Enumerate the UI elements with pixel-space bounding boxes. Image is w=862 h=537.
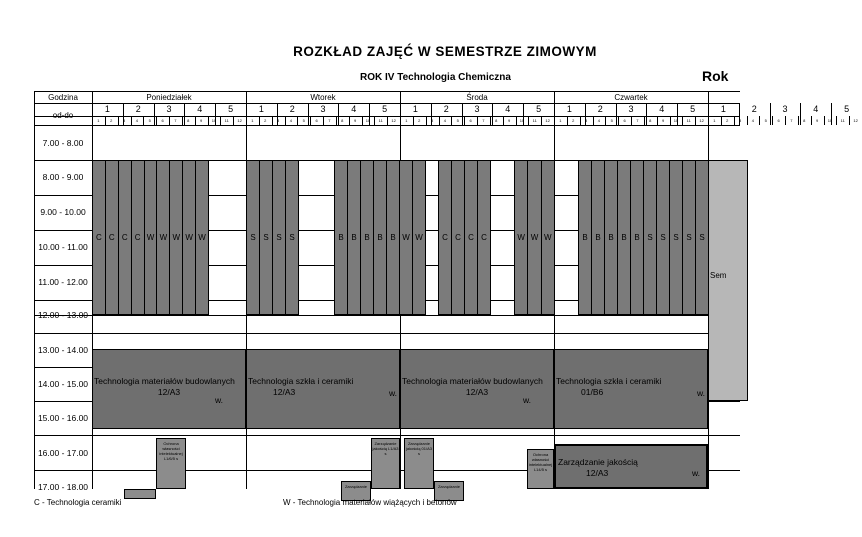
hour-number: 9 [661, 118, 665, 123]
group-strip-tue_b: B [386, 160, 400, 315]
block-number: 2 [289, 104, 295, 114]
hour-divider [670, 116, 671, 125]
block-number: 3 [782, 104, 788, 114]
hour-number: 1 [559, 118, 562, 123]
hour-divider [759, 116, 760, 125]
time-label: 7.00 - 8.00 [42, 138, 84, 148]
hour-number: 6 [315, 118, 318, 123]
group-strip-mon: C [118, 160, 132, 315]
lecture-thursday [554, 349, 708, 429]
hour-number: 6 [623, 118, 626, 123]
hour-number: 12 [545, 118, 550, 123]
group-strip-wed_a: C [464, 160, 478, 315]
block-number: 1 [566, 104, 572, 114]
group-strip-mon: W [156, 160, 170, 315]
hour-divider [785, 116, 786, 125]
hour-number: 9 [507, 118, 511, 123]
block-number: 1 [412, 104, 418, 114]
hour-number: 8 [649, 118, 652, 123]
group-strip-mon: C [131, 160, 145, 315]
range-header: od-do [52, 111, 74, 120]
time-label: 8.00 - 9.00 [42, 172, 84, 182]
group-strip-wed_a: C [477, 160, 491, 315]
quality-lecture [554, 444, 708, 489]
lecture-name: Technologia szkła i ceramiki [248, 376, 354, 386]
hour-divider [464, 116, 465, 125]
hour-divider [618, 116, 619, 125]
hour-number: 11 [840, 118, 845, 123]
legend-c: C - Technologia ceramiki [34, 498, 122, 507]
hour-number: 5 [148, 118, 151, 123]
hour-number: 10 [211, 118, 217, 123]
hour-number: 11 [224, 118, 229, 123]
hour-number: 1 [405, 118, 408, 123]
lecture-room: 12/A3 [273, 387, 296, 397]
block-number: 2 [135, 104, 141, 114]
group-strip-wed_b: W [514, 160, 528, 315]
block-number: 3 [166, 104, 172, 114]
hour-number: 3 [122, 118, 126, 123]
group-strip-mon: C [92, 160, 106, 315]
group-strip-tue_b: W [412, 160, 426, 315]
block-number: 2 [443, 104, 449, 114]
group-strip-mon: C [105, 160, 119, 315]
hour-number: 11 [378, 118, 383, 123]
small-block-ochrona2: Ochrona własności intelektualnej L14/5 s [527, 449, 554, 489]
hour-number: 5 [764, 118, 767, 123]
hour-number: 2 [726, 118, 729, 123]
block-number: 5 [536, 104, 542, 114]
hour-divider [297, 116, 298, 125]
hour-number: 4 [289, 118, 293, 123]
hour-divider [92, 116, 93, 125]
seminar-block [708, 160, 748, 401]
hour-divider [644, 116, 645, 125]
hour-divider [605, 116, 606, 125]
hour-number: 10 [519, 118, 525, 123]
hour-number: 12 [237, 118, 242, 123]
hour-divider [580, 116, 581, 125]
hour-divider [259, 116, 260, 125]
page-subtitle: ROK IV Technologia Chemiczna [360, 72, 511, 83]
hour-number: 5 [456, 118, 459, 123]
hour-number: 3 [584, 118, 588, 123]
hour-number: 2 [418, 118, 421, 123]
lecture-room: 12/A3 [157, 387, 181, 397]
time-label: 16.00 - 17.00 [37, 448, 89, 458]
small-block-zj4: Zarządzanie [434, 481, 464, 501]
group-strip-mon: W [144, 160, 158, 315]
hour-divider [220, 116, 221, 125]
hour-number: 9 [353, 118, 357, 123]
hour-divider [657, 116, 658, 125]
next-page-title: Rok [702, 68, 729, 84]
quality-room: 12/A3 [586, 468, 609, 478]
hour-number: 12 [699, 118, 704, 123]
block-number: 5 [382, 104, 388, 114]
hour-number: 7 [636, 118, 639, 123]
hour-divider [631, 116, 632, 125]
lecture-type: w. [214, 395, 223, 405]
hour-divider [285, 116, 286, 125]
hour-number: 8 [495, 118, 498, 123]
group-strip-tue_b: B [373, 160, 387, 315]
hour-divider [567, 116, 568, 125]
hour-number: 6 [161, 118, 164, 123]
block-number: 4 [813, 104, 819, 114]
group-strip-wed_a: C [451, 160, 465, 315]
group-strip-wed_a: C [438, 160, 452, 315]
small-block-zj3: Zarządzanie [341, 481, 371, 501]
block-number: 5 [690, 104, 696, 114]
hour-number: 10 [365, 118, 371, 123]
hour-number: 11 [686, 118, 691, 123]
hour-number: 11 [532, 118, 537, 123]
hour-number: 3 [430, 118, 434, 123]
group-strip-tue_a: S [272, 160, 286, 315]
hour-divider [747, 116, 748, 125]
block-number: 3 [628, 104, 634, 114]
group-strip-mon: W [195, 160, 209, 315]
group-strip-thu: S [656, 160, 670, 315]
hour-divider [208, 116, 209, 125]
time-label: 13.00 - 14.00 [37, 345, 89, 355]
hour-divider [323, 116, 324, 125]
group-strip-wed_b: W [541, 160, 555, 315]
lecture-wednesday [400, 349, 554, 429]
hour-number: 3 [738, 118, 742, 123]
hour-divider [824, 116, 825, 125]
hour-divider [708, 116, 709, 125]
small-block-filler [124, 489, 156, 499]
hour-number: 5 [302, 118, 305, 123]
lecture-tuesday [246, 349, 400, 429]
lecture-name: Technologia materiałów budowlanych [94, 376, 235, 386]
hour-number: 4 [135, 118, 139, 123]
hour-number: 7 [790, 118, 793, 123]
hour-divider [349, 116, 350, 125]
legend-w: W - Technologia materiałów wiążących i betonów [283, 498, 457, 507]
small-block-zj2: Zarządzanie jakością 01/A3 s [404, 438, 434, 489]
block-number: 4 [505, 104, 511, 114]
group-strip-tue_b: B [347, 160, 361, 315]
hour-number: 8 [341, 118, 344, 123]
hour-number: 10 [827, 118, 833, 123]
lecture-name: Technologia szkła i ceramiki [556, 376, 662, 386]
page-title: ROZKŁAD ZAJĘĆ W SEMESTRZE ZIMOWYM [293, 44, 597, 59]
hour-number: 12 [391, 118, 396, 123]
time-label: 9.00 - 10.00 [40, 207, 86, 217]
block-number: 1 [258, 104, 264, 114]
lecture-monday [92, 349, 246, 429]
hour-divider [156, 116, 157, 125]
lecture-type: w. [388, 388, 397, 398]
hour-divider [413, 116, 414, 125]
hour-number: 9 [815, 118, 819, 123]
group-strip-thu: S [695, 160, 709, 315]
lecture-room: 12/A3 [465, 387, 489, 397]
hour-divider [811, 116, 812, 125]
hour-number: 12 [853, 118, 858, 123]
hour-divider [131, 116, 132, 125]
lecture-name: Technologia materiałów budowlanych [402, 376, 543, 386]
group-strip-thu: B [591, 160, 605, 315]
group-strip-thu: B [617, 160, 631, 315]
hour-divider [182, 116, 183, 125]
hour-divider [477, 116, 478, 125]
schedule-grid [34, 91, 858, 492]
hour-divider [336, 116, 337, 125]
hour-divider [233, 116, 234, 125]
hour-divider [554, 116, 555, 125]
hour-divider [593, 116, 594, 125]
hour-divider [246, 116, 247, 125]
hour-divider [490, 116, 491, 125]
group-strip-tue_a: S [285, 160, 299, 315]
hour-number: 2 [264, 118, 267, 123]
group-strip-thu: B [630, 160, 644, 315]
hour-divider [772, 116, 773, 125]
hour-divider [195, 116, 196, 125]
hour-number: 7 [328, 118, 331, 123]
block-number: 3 [320, 104, 326, 114]
group-strip-thu: B [578, 160, 592, 315]
hour-number: 8 [803, 118, 806, 123]
hour-number: 7 [174, 118, 177, 123]
hour-number: 10 [673, 118, 679, 123]
hour-divider [516, 116, 517, 125]
block-number: 4 [351, 104, 357, 114]
hour-divider [272, 116, 273, 125]
hour-divider [143, 116, 144, 125]
block-number: 5 [228, 104, 234, 114]
hour-divider [374, 116, 375, 125]
hour-divider [503, 116, 504, 125]
lecture-type: w. [696, 388, 705, 398]
hour-number: 2 [110, 118, 113, 123]
group-strip-thu: S [669, 160, 683, 315]
lecture-type: w. [522, 395, 531, 405]
hour-number: 2 [572, 118, 575, 123]
hour-divider [682, 116, 683, 125]
hour-number: 1 [251, 118, 254, 123]
hour-divider [695, 116, 696, 125]
block-number: 2 [597, 104, 603, 114]
group-strip-thu: S [643, 160, 657, 315]
block-number: 5 [844, 104, 850, 114]
group-strip-tue_b: B [334, 160, 348, 315]
hour-divider [105, 116, 106, 125]
hour-divider [387, 116, 388, 125]
hour-number: 4 [751, 118, 755, 123]
lecture-room: 01/B6 [581, 387, 604, 397]
hour-number: 1 [97, 118, 100, 123]
group-strip-thu: S [682, 160, 696, 315]
time-label: 11.00 - 12.00 [38, 277, 88, 287]
hour-divider [362, 116, 363, 125]
time-label: 14.00 - 15.00 [37, 379, 89, 389]
time-label: 17.00 - 18.00 [37, 482, 89, 492]
hour-divider [541, 116, 542, 125]
hour-number: 7 [482, 118, 485, 123]
hour-number: 3 [276, 118, 280, 123]
group-strip-mon: W [182, 160, 196, 315]
hour-divider [836, 116, 837, 125]
small-block-ochrona: Ochrona własności intelektualnej L1/6/5 s [156, 438, 186, 489]
block-number: 1 [104, 104, 110, 114]
block-number: 4 [659, 104, 665, 114]
hour-divider [400, 116, 401, 125]
hour-divider [721, 116, 722, 125]
group-strip-mon: W [169, 160, 183, 315]
hour-divider [439, 116, 440, 125]
time-label: 15.00 - 16.00 [37, 413, 89, 423]
hour-divider [426, 116, 427, 125]
hour-divider [528, 116, 529, 125]
day-thursday: Czwartek [614, 93, 648, 102]
day-monday: Poniedziałek [146, 93, 192, 102]
hour-divider [734, 116, 735, 125]
group-strip-tue_a: S [259, 160, 273, 315]
time-label: 12.00 - 13.00 [37, 310, 89, 320]
group-strip-thu: B [604, 160, 618, 315]
hour-number: 1 [713, 118, 716, 123]
block-number: 4 [197, 104, 203, 114]
quality-name: Zarządzanie jakością [558, 457, 638, 467]
group-strip-tue_a: S [246, 160, 260, 315]
group-strip-tue_b: B [360, 160, 374, 315]
hour-divider [118, 116, 119, 125]
hour-number: 6 [777, 118, 780, 123]
hour-divider [451, 116, 452, 125]
hour-number: 5 [610, 118, 613, 123]
hour-number: 4 [597, 118, 601, 123]
hour-divider [169, 116, 170, 125]
hour-divider [849, 116, 850, 125]
group-strip-tue_b: W [399, 160, 413, 315]
hour-divider [310, 116, 311, 125]
hour-header: Godzina [48, 93, 78, 102]
hour-number: 9 [199, 118, 203, 123]
day-wednesday: Środa [466, 93, 488, 102]
hour-number: 4 [443, 118, 447, 123]
small-block-zj1: Zarządzanie jakością L1/A3 s [371, 438, 400, 489]
block-number: 1 [720, 104, 726, 114]
hour-number: 8 [187, 118, 190, 123]
day-tuesday: Wtorek [310, 93, 336, 102]
hour-number: 6 [469, 118, 472, 123]
group-strip-wed_b: W [527, 160, 541, 315]
time-label: 10.00 - 11.00 [38, 242, 88, 252]
block-number: 3 [474, 104, 480, 114]
hour-divider [798, 116, 799, 125]
seminar-label: Sem [710, 271, 727, 280]
block-number: 2 [751, 104, 757, 114]
quality-type: w. [691, 468, 700, 478]
